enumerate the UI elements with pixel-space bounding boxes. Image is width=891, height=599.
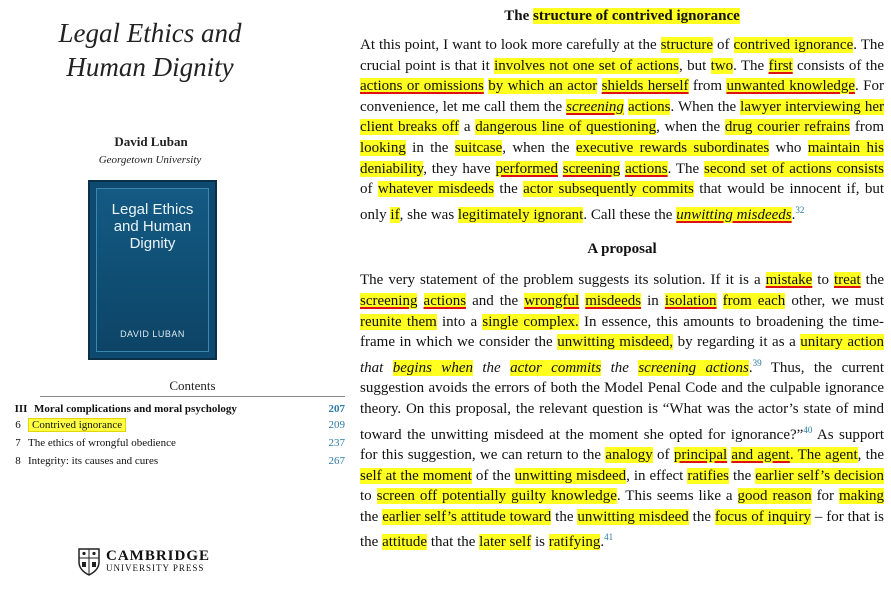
book-title [30, 16, 270, 84]
heading-highlight: structure of contrived ignorance [533, 8, 740, 24]
toc-row-title: Integrity: its causes and cures [28, 455, 159, 467]
cover-title-line-3: Dignity [129, 235, 176, 252]
toc-part [8, 403, 345, 415]
toc-row-number: 6 [15, 419, 21, 431]
toc-row-title [28, 417, 313, 433]
article-panel [356, 0, 888, 553]
toc-row-title: The ethics of wrongful obedience [28, 437, 176, 449]
toc-row-number: 8 [15, 455, 21, 467]
table-of-contents [8, 378, 345, 469]
publisher-name [106, 550, 210, 574]
toc-row-page: 237 [328, 437, 345, 449]
book-cover-frame [96, 188, 209, 352]
cover-title-line-2: and Human [113, 218, 192, 235]
toc-part-page: 207 [328, 403, 345, 415]
toc-row[interactable] [8, 453, 345, 469]
footnote-ref[interactable]: 32 [795, 204, 805, 215]
toc-highlighted-title: Contrived ignorance [28, 418, 126, 432]
book-title-line-2: Human Dignity [66, 52, 234, 82]
cover-title-line-1: Legal Ethics [111, 201, 194, 218]
section-heading-proposal: A proposal [587, 241, 657, 258]
toc-row[interactable] [8, 435, 345, 451]
cover-title [97, 201, 208, 252]
paragraph-proposal: The very statement of the problem suggests its solution. If it is a mistake to treat the screening actions and the wrongful misdeeds in isolation from each other, we must reunite them into a single complex. In essence, this amounts to broadening the time-frame in which we consider the unwitting misdeed, by regarding it as a unitary action that begins when the actor commits the screening actions.$^{39}$ Thus, the current suggestion avoids the errors of both the Model Penal Code and the culpable ignorance theory. On this proposal, the relevant question is “What was the actor’s state of mind toward the unwitting misdeed at the moment she opted for ignorance?”$^{40}$ As support for this suggestion, we can return to the analogy of principal and agent. The agent, the self at the moment of the unwitting misdeed, in effect ratifies the earlier self’s decision to screen off potentially guilty knowledge. This seems like a good reason for making the earlier self’s attitude toward the unwitting misdeed the focus of inquiry – for that is the attitude that the later self is ratifying.$^{41}$ [360, 272, 885, 551]
toc-heading: Contents [40, 378, 345, 397]
footnote-ref[interactable]: 40 [803, 424, 813, 435]
book-author: David Luban [114, 134, 188, 149]
toc-part-title: Moral complications and moral psychology [34, 403, 237, 415]
publisher-logo [78, 548, 210, 576]
publisher-name-sub: UNIVERSITY PRESS [106, 563, 205, 573]
publisher-name-main: CAMBRIDGE [106, 548, 211, 564]
paragraph-structure: At this point, I want to look more carefully at the structure of contrived ignorance. The crucial point is that it involves not one set of actions, but two. The first consists of the actions or omissions by which an actor shields herself from unwanted knowledge. For convenience, let me call them the screening actions. When the lawyer interviewing her client breaks off a dangerous line of questioning, when the drug courier refrains from looking in the suitcase, when the executive rewards subordinates who maintain his deniability, they have performed screening actions. The second set of actions consists of whatever misdeeds the actor subsequently commits that would be innocent if, but only if, she was legitimately ignorant. Call these the unwitting misdeeds.$^{32}$ [360, 37, 885, 223]
book-info-panel [0, 0, 350, 599]
cover-author: DAVID LUBAN [120, 329, 185, 339]
footnote-ref[interactable]: 39 [752, 357, 762, 368]
author-affiliation: Georgetown University [98, 154, 202, 166]
toc-row-page: 267 [328, 455, 345, 467]
book-cover [88, 180, 217, 360]
section-heading: The structure of contrived ignorance [504, 8, 740, 24]
book-title-line-1: Legal Ethics and [58, 18, 242, 48]
shield-icon [78, 548, 100, 576]
toc-row[interactable] [8, 417, 345, 433]
toc-row-number: 7 [15, 437, 21, 449]
toc-row-page: 209 [328, 419, 345, 431]
toc-part-number: III [14, 403, 28, 415]
footnote-ref[interactable]: 41 [604, 532, 614, 543]
